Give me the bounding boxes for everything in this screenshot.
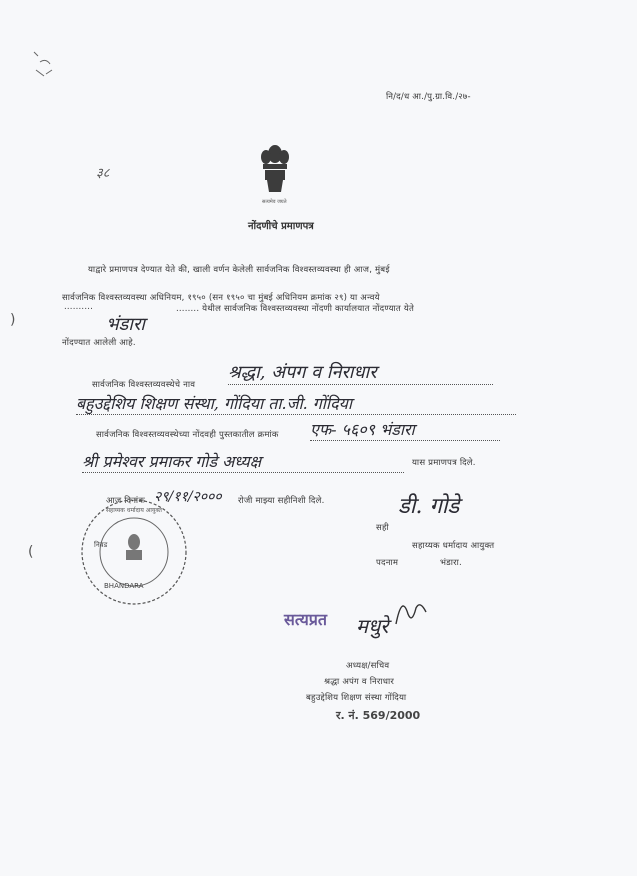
officer-post-label: पदनाम bbox=[376, 558, 399, 568]
date-value: २९/११/२००० bbox=[154, 489, 222, 505]
reference-number: नि/द/ध आ./पु.ग्रा.वि./२७- bbox=[386, 92, 471, 102]
attestation-org-2: बहुउद्देशिय शिक्षण संस्था गोंदिया bbox=[306, 693, 407, 703]
seal-text-inner: निवड bbox=[94, 541, 108, 549]
seal-text-bottom: BHANDARA bbox=[104, 582, 144, 590]
signature-flourish bbox=[392, 594, 432, 634]
corner-scribble bbox=[30, 48, 58, 82]
emblem-caption: सत्यमेव जयते bbox=[262, 199, 287, 205]
registration-number: एफ- ५६०९ भंडारा bbox=[310, 418, 500, 441]
trust-name-label: सार्वजनिक विश्वस्तव्यवस्थेचे नाव bbox=[92, 380, 196, 390]
officer-title: सहाय्यक धर्मादाय आयुक्त bbox=[412, 541, 495, 551]
attestation-reg: र. नं. 569/2000 bbox=[336, 709, 421, 722]
attestation-org-1: श्रद्धा अपंग व निराधार bbox=[324, 677, 395, 687]
margin-mark: ३८ bbox=[96, 166, 110, 181]
margin-bracket: ) bbox=[10, 312, 16, 328]
national-emblem-icon bbox=[255, 140, 295, 202]
body-line-4: नोंदण्यात आलेली आहे. bbox=[62, 338, 136, 348]
seal-text-top: सहाय्यक धर्मादाय आयुक्त bbox=[106, 507, 162, 514]
attested-stamp: सत्यप्रत bbox=[284, 610, 327, 629]
officer-signature: डी. गोडे bbox=[398, 494, 460, 519]
certificate-title: नोंदणीचे प्रमाणपत्र bbox=[248, 221, 314, 232]
trust-name-handwritten-2: बहुउद्देशिय शिक्षण संस्था, गोंदिया ता.जी. गोंदिया bbox=[76, 392, 516, 415]
body-line-3-prefix: .......... bbox=[64, 302, 94, 312]
issued-to-suffix: यास प्रमाणपत्र दिले. bbox=[412, 458, 476, 468]
attestation-initials: मधुरे bbox=[356, 614, 389, 638]
body-line-2: सार्वजनिक विश्वस्तव्यवस्था अधिनियम, १९५० (सन १९५० चा मुंबई अधिनियम क्रमांक २९) या अन्वये bbox=[62, 293, 380, 303]
body-line-3-suffix: ........ येथील सार्वजनिक विश्वस्तव्यवस्था नोंदणी कार्यालयात नोंदण्यात येते bbox=[176, 304, 415, 314]
attestation-role: अध्यक्ष/सचिव bbox=[346, 661, 390, 671]
trust-name-handwritten-1: श्रद्धा, अंपग व निराधार bbox=[228, 360, 493, 385]
body-line-1: याद्वारे प्रमाणपत्र देण्यात येते की, खाली वर्णन केलेली सार्वजनिक विश्वस्तव्यवस्था ही आज, मुंबई bbox=[88, 265, 390, 275]
registration-label: सार्वजनिक विश्वस्तव्यवस्थेच्या नोंदवही पुस्तकातील क्रमांक bbox=[96, 430, 279, 440]
date-suffix: रोजी माझ्या सहीनिशी दिले. bbox=[238, 496, 325, 506]
date-prefix: आज दिनांक bbox=[106, 496, 146, 506]
issued-to-handwritten: श्री प्रमेश्वर प्रमाकर गोडे अध्यक्ष bbox=[82, 450, 404, 473]
district-handwritten: भंडारा bbox=[106, 314, 145, 335]
officer-place: भंडारा. bbox=[440, 558, 462, 568]
margin-bracket-2: ( bbox=[28, 544, 34, 560]
sign-label: सही bbox=[376, 523, 389, 533]
